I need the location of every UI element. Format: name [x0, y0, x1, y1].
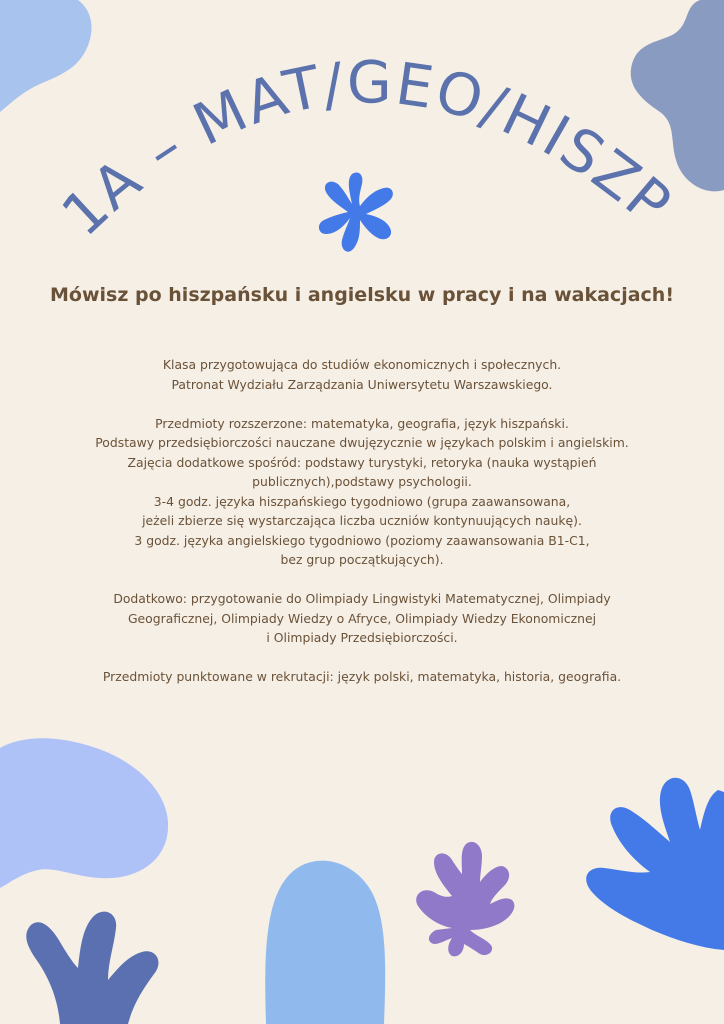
text-line: Klasa przygotowująca do studiów ekonomicznych i społecznych. — [162, 357, 562, 372]
paragraph-recruitment — [40, 667, 684, 687]
info-text — [40, 355, 684, 706]
text-line: jeżeli zbierze się wystarczająca liczba uczniów kontynuujących naukę). — [142, 513, 582, 528]
text-line: i Olimpiady Przedsiębiorczości. — [266, 630, 458, 645]
text-line: publicznych),podstawy psychologii. — [252, 474, 472, 489]
seaweed-navy — [26, 912, 158, 1024]
headline: Mówisz po hiszpańsku i angielsku w pracy i na wakacjach! — [50, 284, 674, 306]
text-line: Zajęcia dodatkowe spośród: podstawy turystyki, retoryka (nauka wystąpień — [127, 454, 597, 470]
arch-sky — [265, 861, 385, 1024]
coral-purple — [416, 842, 514, 956]
title-arc — [0, 0, 724, 300]
text-line: Przedmioty rozszerzone: matematyka, geografia, język hiszpański. — [155, 415, 569, 431]
page-title: 1A – MAT/GEO/HISZP — [48, 48, 685, 250]
paragraph-subjects — [40, 414, 684, 570]
text-line: Geograficznej, Olimpiady Wiedzy o Afryce, Olimpiady Wiedzy Ekonomicznej — [127, 610, 597, 626]
text-line: 3-4 godz. języka hiszpańskiego tygodniowo (grupa zaawansowana, — [153, 493, 571, 509]
paragraph-profile — [40, 355, 684, 394]
blob-bottom-left — [0, 738, 168, 888]
text-line: Patronat Wydziału Zarządzania Uniwersytetu Warszawskiego. — [171, 376, 553, 392]
text-line: bez grup początkujących). — [280, 552, 444, 567]
paragraph-olympiads — [40, 589, 684, 648]
text-line: Podstawy przedsiębiorczości nauczane dwujęzycznie w językach polskim i angielskim. — [95, 435, 629, 450]
text-line: 3 godz. języka angielskiego tygodniowo (poziomy zaawansowania B1-C1, — [134, 532, 590, 548]
text-line: Przedmioty punktowane w rekrutacji: język polski, matematyka, historia, geografia. — [102, 669, 622, 684]
text-line: Dodatkowo: przygotowanie do Olimpiady Lingwistyki Matematycznej, Olimpiady — [113, 591, 611, 606]
leaf-right — [586, 778, 724, 950]
